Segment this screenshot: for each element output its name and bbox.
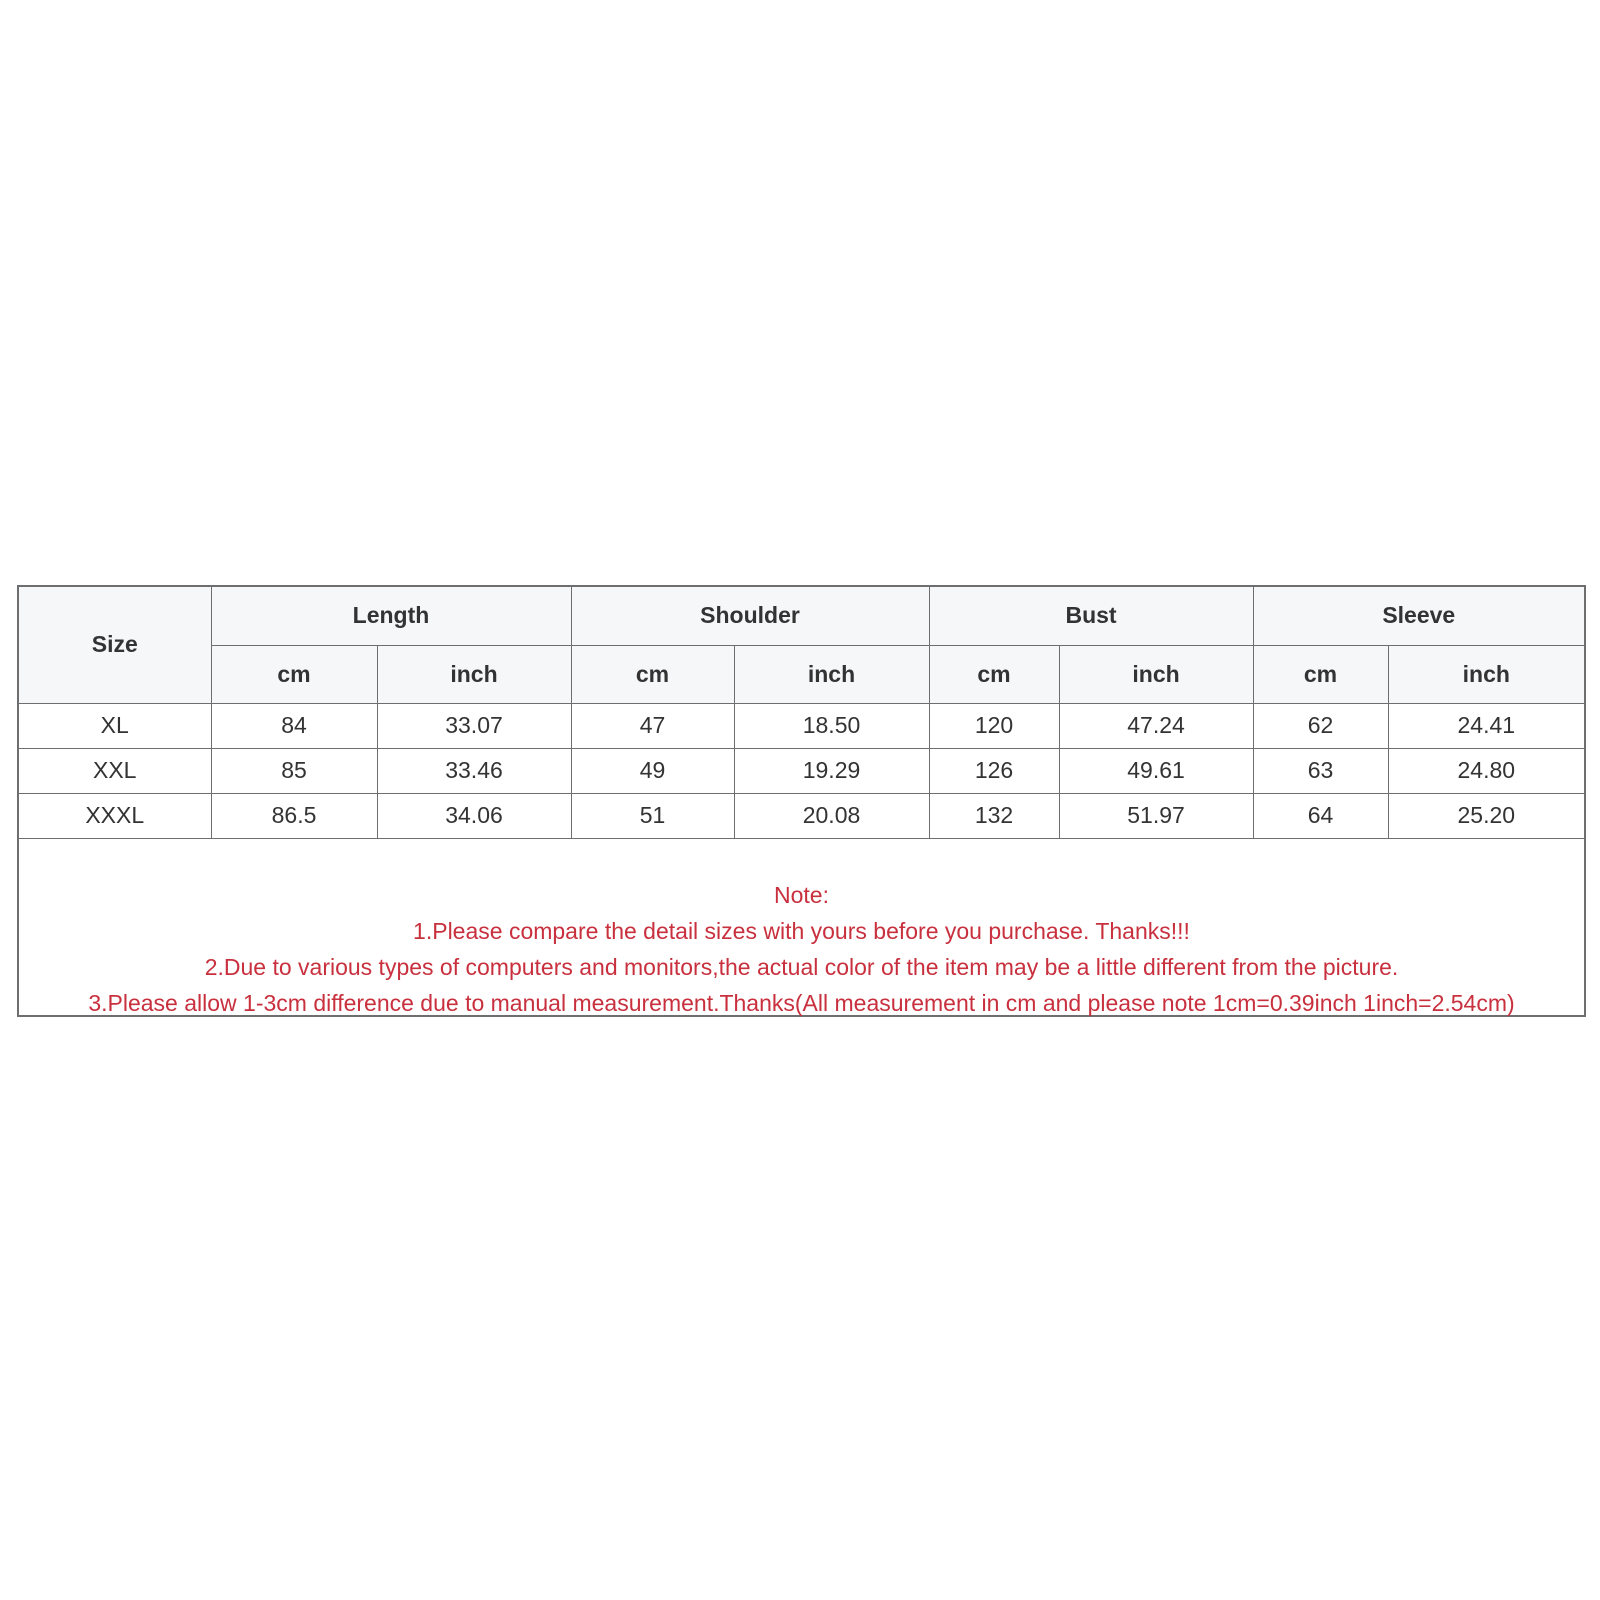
size-cell: XXL xyxy=(19,748,211,793)
header-row xyxy=(19,587,1584,645)
table-cell: 33.46 xyxy=(377,748,571,793)
table-cell: 51 xyxy=(571,793,734,838)
bust-header: Bust xyxy=(929,587,1253,645)
table-cell: 49.61 xyxy=(1059,748,1253,793)
unit-header: cm xyxy=(1253,645,1388,703)
size-header: Size xyxy=(19,587,211,703)
table-cell: 84 xyxy=(211,703,377,748)
table-cell: 24.41 xyxy=(1388,703,1584,748)
unit-header: cm xyxy=(211,645,377,703)
length-header: Length xyxy=(211,587,571,645)
shoulder-header: Shoulder xyxy=(571,587,929,645)
table-cell: 19.29 xyxy=(734,748,929,793)
unit-header: cm xyxy=(571,645,734,703)
note-line: 2.Due to various types of computers and monitors,the actual color of the item may be a little different from the picture. xyxy=(204,953,1399,980)
table-cell: 62 xyxy=(1253,703,1388,748)
table-cell: 49 xyxy=(571,748,734,793)
table-cell: 24.80 xyxy=(1388,748,1584,793)
sleeve-header: Sleeve xyxy=(1253,587,1584,645)
unit-header: inch xyxy=(1388,645,1584,703)
unit-header: inch xyxy=(1059,645,1253,703)
table-cell: 64 xyxy=(1253,793,1388,838)
note-title: Note: xyxy=(774,881,829,908)
table-cell: 51.97 xyxy=(1059,793,1253,838)
note-line: 3.Please allow 1-3cm difference due to manual measurement.Thanks(All measurement in cm and please note 1cm=0.39inch 1inch=2.54cm) xyxy=(88,989,1515,1016)
unit-header: cm xyxy=(929,645,1059,703)
table-cell: 126 xyxy=(929,748,1059,793)
unit-header: inch xyxy=(377,645,571,703)
table-cell: 132 xyxy=(929,793,1059,838)
size-chart xyxy=(17,585,1586,1017)
table-cell: 18.50 xyxy=(734,703,929,748)
table-cell: 63 xyxy=(1253,748,1388,793)
unit-header: inch xyxy=(734,645,929,703)
table-cell: 25.20 xyxy=(1388,793,1584,838)
table-cell: 33.07 xyxy=(377,703,571,748)
table-row xyxy=(19,748,1584,793)
size-cell: XL xyxy=(19,703,211,748)
size-table xyxy=(19,587,1584,839)
note-line: 1.Please compare the detail sizes with yours before you purchase. Thanks!!! xyxy=(413,917,1190,944)
table-cell: 20.08 xyxy=(734,793,929,838)
table-cell: 34.06 xyxy=(377,793,571,838)
table-cell: 85 xyxy=(211,748,377,793)
size-cell: XXXL xyxy=(19,793,211,838)
unit-row xyxy=(19,645,1584,703)
table-cell: 47.24 xyxy=(1059,703,1253,748)
notes-section xyxy=(19,839,1584,1021)
table-cell: 86.5 xyxy=(211,793,377,838)
table-row xyxy=(19,703,1584,748)
table-cell: 47 xyxy=(571,703,734,748)
table-row xyxy=(19,793,1584,838)
table-cell: 120 xyxy=(929,703,1059,748)
